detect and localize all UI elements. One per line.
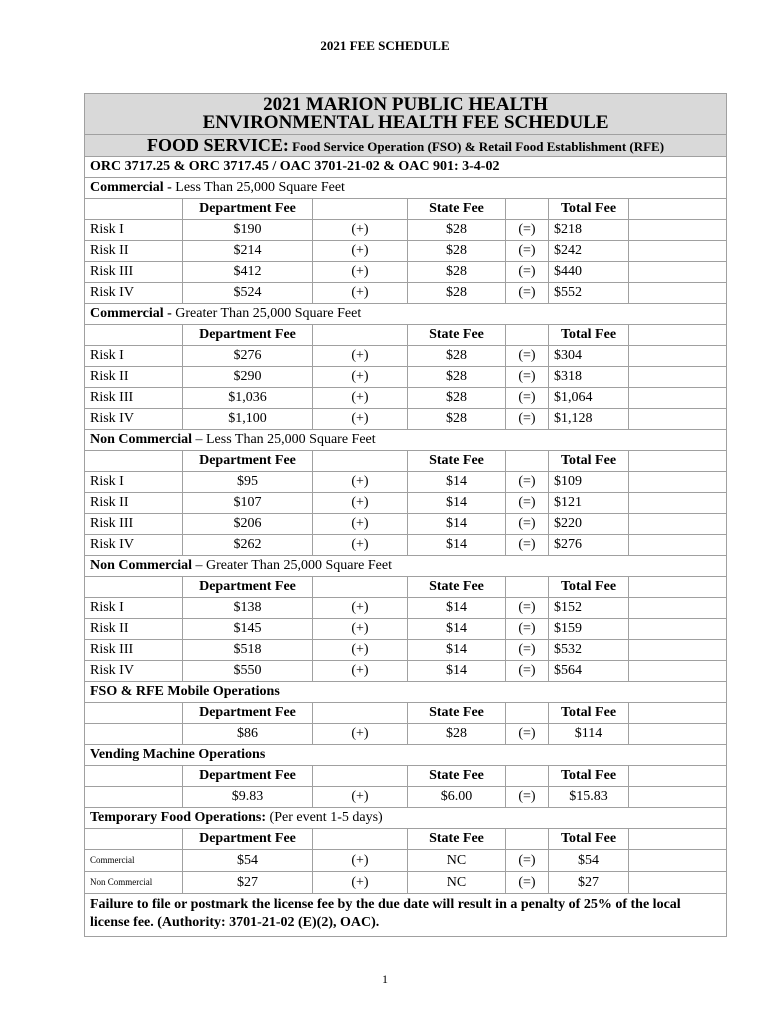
total-fee: $532: [549, 640, 629, 661]
state-fee: $14: [408, 472, 506, 493]
fee-row: [85, 367, 727, 388]
blank-cell: [85, 787, 183, 808]
blank-cell: [629, 850, 727, 872]
blank-cell: [629, 220, 727, 241]
blank-cell: [629, 766, 727, 787]
department-fee: $9.83: [183, 787, 313, 808]
section-heading-text: Greater Than 25,000 Square Feet: [171, 306, 362, 321]
title-row: [85, 94, 727, 135]
department-fee: $550: [183, 661, 313, 682]
blank-cell: [313, 199, 408, 220]
total-fee: $304: [549, 346, 629, 367]
risk-label: Risk III: [85, 514, 183, 535]
fee-row: [85, 787, 727, 808]
blank-cell: [629, 703, 727, 724]
total-fee: $552: [549, 283, 629, 304]
blank-cell: [629, 325, 727, 346]
department-fee: $190: [183, 220, 313, 241]
total-fee: $276: [549, 535, 629, 556]
equals-sign: (=): [506, 787, 549, 808]
blank-cell: [506, 829, 549, 850]
section-heading-text: – Less Than 25,000 Square Feet: [192, 432, 376, 447]
department-fee: $54: [183, 850, 313, 872]
department-fee: $27: [183, 872, 313, 894]
fee-row: [85, 220, 727, 241]
fee-row: [85, 535, 727, 556]
fee-row: [85, 409, 727, 430]
blank-cell: [629, 640, 727, 661]
state-fee: $14: [408, 514, 506, 535]
equals-sign: (=): [506, 283, 549, 304]
equals-sign: (=): [506, 640, 549, 661]
department-fee: $138: [183, 598, 313, 619]
blank-cell: [629, 283, 727, 304]
blank-cell: [506, 451, 549, 472]
risk-label: Risk II: [85, 241, 183, 262]
blank-cell: [506, 703, 549, 724]
total-fee: $121: [549, 493, 629, 514]
page-number: 1: [382, 972, 388, 986]
equals-sign: (=): [506, 409, 549, 430]
equals-sign: (=): [506, 850, 549, 872]
total-fee-header: Total Fee: [549, 577, 629, 598]
plus-sign: (+): [313, 619, 408, 640]
department-fee-header: Department Fee: [183, 199, 313, 220]
department-fee: $86: [183, 724, 313, 745]
blank-cell: [85, 703, 183, 724]
total-fee: $152: [549, 598, 629, 619]
fee-row: [85, 241, 727, 262]
risk-label: Risk IV: [85, 661, 183, 682]
state-fee: $14: [408, 598, 506, 619]
total-fee: $15.83: [549, 787, 629, 808]
mobile-heading: FSO & RFE Mobile Operations: [85, 682, 727, 703]
department-fee: $1,036: [183, 388, 313, 409]
plus-sign: (+): [313, 514, 408, 535]
section-heading-text: Less Than 25,000 Square Feet: [171, 180, 345, 195]
total-fee: $109: [549, 472, 629, 493]
section-heading-cell: [85, 304, 727, 325]
equals-sign: (=): [506, 262, 549, 283]
risk-label: Risk I: [85, 346, 183, 367]
fee-schedule-table: [84, 93, 727, 937]
state-fee-header: State Fee: [408, 829, 506, 850]
blank-cell: [85, 451, 183, 472]
department-fee-header: Department Fee: [183, 829, 313, 850]
state-fee: NC: [408, 850, 506, 872]
risk-label: Risk I: [85, 220, 183, 241]
blank-cell: [629, 472, 727, 493]
blank-cell: [313, 766, 408, 787]
blank-cell: [629, 724, 727, 745]
fee-row: [85, 493, 727, 514]
blank-cell: [629, 872, 727, 894]
state-fee: $28: [408, 241, 506, 262]
blank-cell: [629, 262, 727, 283]
blank-cell: [85, 325, 183, 346]
state-fee-header: State Fee: [408, 451, 506, 472]
temporary-heading-text: (Per event 1-5 days): [266, 810, 383, 825]
plus-sign: (+): [313, 872, 408, 894]
blank-cell: [506, 325, 549, 346]
equals-sign: (=): [506, 241, 549, 262]
fee-row: [85, 283, 727, 304]
equals-sign: (=): [506, 872, 549, 894]
department-fee-header: Department Fee: [183, 325, 313, 346]
section-heading-cell: [85, 556, 727, 577]
operation-label: Commercial: [85, 850, 183, 872]
department-fee: $206: [183, 514, 313, 535]
blank-cell: [629, 493, 727, 514]
blank-cell: [629, 346, 727, 367]
equals-sign: (=): [506, 472, 549, 493]
blank-cell: [313, 829, 408, 850]
blank-cell: [629, 514, 727, 535]
fee-row: [85, 661, 727, 682]
risk-label: Risk I: [85, 472, 183, 493]
total-fee: $242: [549, 241, 629, 262]
section-heading-bold: Non Commercial: [90, 558, 192, 573]
equals-sign: (=): [506, 388, 549, 409]
plus-sign: (+): [313, 598, 408, 619]
section-heading-cell: [85, 430, 727, 451]
plus-sign: (+): [313, 472, 408, 493]
fee-row: [85, 388, 727, 409]
state-fee-header: State Fee: [408, 577, 506, 598]
state-fee: $14: [408, 535, 506, 556]
risk-label: Risk III: [85, 640, 183, 661]
total-fee-header: Total Fee: [549, 829, 629, 850]
fee-row: [85, 262, 727, 283]
blank-cell: [629, 619, 727, 640]
plus-sign: (+): [313, 220, 408, 241]
state-fee: $14: [408, 640, 506, 661]
plus-sign: (+): [313, 388, 408, 409]
department-fee-header: Department Fee: [183, 766, 313, 787]
fee-row: [85, 872, 727, 894]
column-header-row: [85, 199, 727, 220]
blank-cell: [313, 451, 408, 472]
blank-cell: [629, 598, 727, 619]
state-fee: $28: [408, 346, 506, 367]
fee-row: [85, 346, 727, 367]
fee-row: [85, 472, 727, 493]
equals-sign: (=): [506, 220, 549, 241]
section-heading-text: – Greater Than 25,000 Square Feet: [192, 558, 392, 573]
section-heading: [85, 304, 727, 325]
blank-cell: [629, 661, 727, 682]
equals-sign: (=): [506, 598, 549, 619]
total-fee-header: Total Fee: [549, 451, 629, 472]
blank-cell: [313, 325, 408, 346]
section-heading: [85, 556, 727, 577]
risk-label: Risk II: [85, 493, 183, 514]
orc-row: [85, 157, 727, 178]
section-heading: [85, 178, 727, 199]
risk-label: Risk III: [85, 262, 183, 283]
plus-sign: (+): [313, 724, 408, 745]
fee-row: [85, 619, 727, 640]
plus-sign: (+): [313, 661, 408, 682]
blank-cell: [629, 388, 727, 409]
total-fee: $54: [549, 850, 629, 872]
blank-cell: [506, 577, 549, 598]
state-fee: $28: [408, 724, 506, 745]
column-header-row: [85, 766, 727, 787]
department-fee-header: Department Fee: [183, 577, 313, 598]
total-fee: $318: [549, 367, 629, 388]
department-fee: $1,100: [183, 409, 313, 430]
fee-row: [85, 514, 727, 535]
state-fee: $14: [408, 493, 506, 514]
blank-cell: [629, 241, 727, 262]
plus-sign: (+): [313, 346, 408, 367]
department-fee-header: Department Fee: [183, 451, 313, 472]
penalty-note: Failure to file or postmark the license fee by the due date will result in a penalty of 25% of the local license fee. (Authority: 3701-21-02 (E)(2), OAC).: [85, 894, 727, 937]
department-fee: $518: [183, 640, 313, 661]
risk-label: Risk IV: [85, 283, 183, 304]
blank-cell: [506, 199, 549, 220]
state-fee: $14: [408, 661, 506, 682]
operation-label: Non Commercial: [85, 872, 183, 894]
state-fee: $28: [408, 283, 506, 304]
section-heading-cell: [85, 178, 727, 199]
plus-sign: (+): [313, 283, 408, 304]
total-fee: $27: [549, 872, 629, 894]
department-fee: $145: [183, 619, 313, 640]
state-fee: $28: [408, 220, 506, 241]
plus-sign: (+): [313, 535, 408, 556]
state-fee-header: State Fee: [408, 703, 506, 724]
plus-sign: (+): [313, 493, 408, 514]
total-fee: $220: [549, 514, 629, 535]
food-service-desc: Food Service Operation (FSO) & Retail Food Establishment (RFE): [292, 138, 665, 154]
temporary-heading-bold: Temporary Food Operations:: [90, 810, 267, 825]
food-service-row: [85, 135, 727, 157]
column-header-row: [85, 829, 727, 850]
penalty-note-row: [85, 894, 727, 937]
section-heading: [85, 682, 727, 703]
department-fee: $262: [183, 535, 313, 556]
risk-label: Risk II: [85, 619, 183, 640]
department-fee: $276: [183, 346, 313, 367]
state-fee-header: State Fee: [408, 325, 506, 346]
blank-cell: [85, 829, 183, 850]
state-fee: $14: [408, 619, 506, 640]
equals-sign: (=): [506, 661, 549, 682]
total-fee: $440: [549, 262, 629, 283]
fee-row: [85, 724, 727, 745]
blank-cell: [313, 577, 408, 598]
orc-line: ORC 3717.25 & ORC 3717.45 / OAC 3701-21-02 & OAC 901: 3-4-02: [85, 157, 727, 178]
blank-cell: [629, 829, 727, 850]
blank-cell: [85, 766, 183, 787]
equals-sign: (=): [506, 535, 549, 556]
blank-cell: [629, 787, 727, 808]
plus-sign: (+): [313, 787, 408, 808]
risk-label: Risk I: [85, 598, 183, 619]
state-fee: $28: [408, 409, 506, 430]
page-header: 2021 FEE SCHEDULE: [320, 38, 450, 53]
total-fee: $1,128: [549, 409, 629, 430]
state-fee: $28: [408, 262, 506, 283]
blank-cell: [629, 199, 727, 220]
state-fee: NC: [408, 872, 506, 894]
blank-cell: [629, 535, 727, 556]
state-fee: $28: [408, 367, 506, 388]
fee-row: [85, 598, 727, 619]
total-fee: $159: [549, 619, 629, 640]
equals-sign: (=): [506, 619, 549, 640]
section-heading-bold: Non Commercial: [90, 432, 192, 447]
total-fee: $1,064: [549, 388, 629, 409]
total-fee-header: Total Fee: [549, 703, 629, 724]
department-fee-header: Department Fee: [183, 703, 313, 724]
section-heading: [85, 430, 727, 451]
section-heading-cell: [85, 808, 727, 829]
state-fee: $28: [408, 388, 506, 409]
title-line-1: 2021 MARION PUBLIC HEALTH: [263, 94, 548, 115]
plus-sign: (+): [313, 367, 408, 388]
department-fee: $290: [183, 367, 313, 388]
state-fee-header: State Fee: [408, 766, 506, 787]
column-header-row: [85, 703, 727, 724]
vending-heading: Vending Machine Operations: [85, 745, 727, 766]
plus-sign: (+): [313, 850, 408, 872]
blank-cell: [629, 409, 727, 430]
risk-label: Risk III: [85, 388, 183, 409]
title-cell: [85, 94, 727, 135]
risk-label: Risk IV: [85, 535, 183, 556]
total-fee: $114: [549, 724, 629, 745]
department-fee: $214: [183, 241, 313, 262]
blank-cell: [313, 703, 408, 724]
risk-label: Risk IV: [85, 409, 183, 430]
plus-sign: (+): [313, 241, 408, 262]
section-heading: [85, 745, 727, 766]
blank-cell: [85, 199, 183, 220]
food-service-cell: [85, 135, 727, 157]
column-header-row: [85, 451, 727, 472]
total-fee-header: Total Fee: [549, 325, 629, 346]
department-fee: $95: [183, 472, 313, 493]
equals-sign: (=): [506, 493, 549, 514]
total-fee-header: Total Fee: [549, 766, 629, 787]
column-header-row: [85, 577, 727, 598]
state-fee: $6.00: [408, 787, 506, 808]
total-fee: $218: [549, 220, 629, 241]
blank-cell: [506, 766, 549, 787]
total-fee: $564: [549, 661, 629, 682]
equals-sign: (=): [506, 367, 549, 388]
state-fee-header: State Fee: [408, 199, 506, 220]
plus-sign: (+): [313, 409, 408, 430]
section-heading-bold: Commercial -: [90, 180, 172, 195]
risk-label: Risk II: [85, 367, 183, 388]
plus-sign: (+): [313, 262, 408, 283]
section-heading-bold: Commercial -: [90, 306, 172, 321]
blank-cell: [85, 724, 183, 745]
equals-sign: (=): [506, 724, 549, 745]
equals-sign: (=): [506, 514, 549, 535]
section-heading: [85, 808, 727, 829]
blank-cell: [629, 367, 727, 388]
department-fee: $524: [183, 283, 313, 304]
column-header-row: [85, 325, 727, 346]
blank-cell: [85, 577, 183, 598]
blank-cell: [629, 577, 727, 598]
fee-row: [85, 640, 727, 661]
equals-sign: (=): [506, 346, 549, 367]
title-line-2: ENVIRONMENTAL HEALTH FEE SCHEDULE: [202, 112, 609, 133]
department-fee: $107: [183, 493, 313, 514]
total-fee-header: Total Fee: [549, 199, 629, 220]
department-fee: $412: [183, 262, 313, 283]
fee-row: [85, 850, 727, 872]
blank-cell: [629, 451, 727, 472]
food-service-label: FOOD SERVICE:: [147, 134, 289, 155]
plus-sign: (+): [313, 640, 408, 661]
